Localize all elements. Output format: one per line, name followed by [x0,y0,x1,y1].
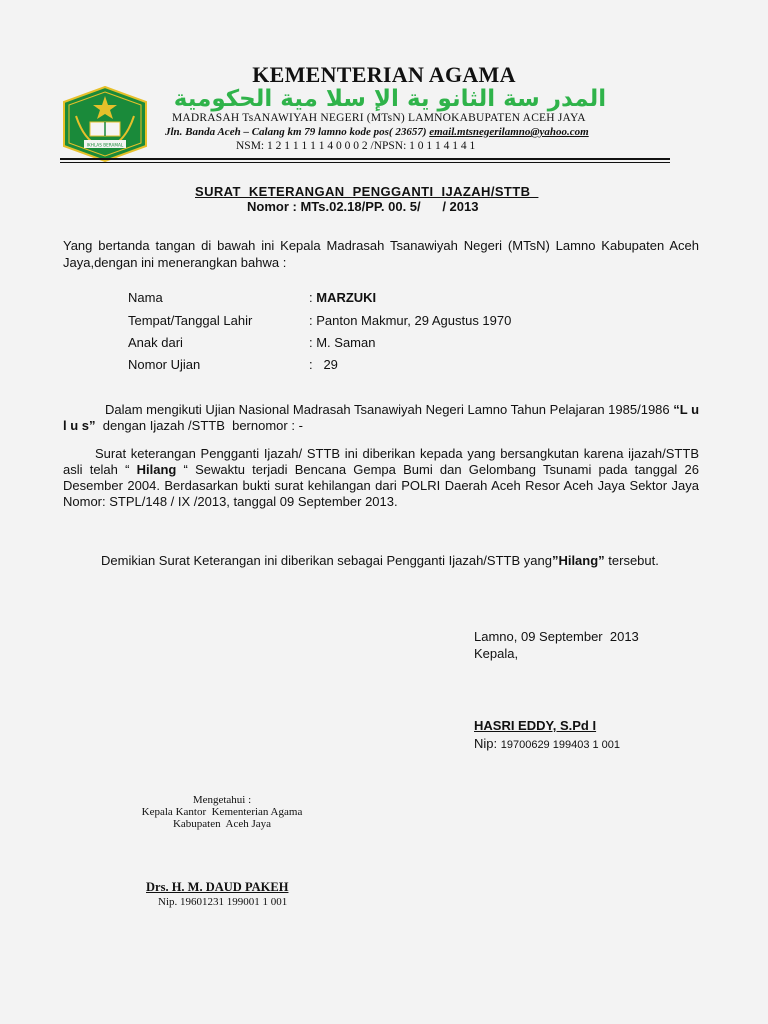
office-title: Kepala Kantor Kementerian Agama [141,806,303,818]
office-head-nip: Nip. 19601231 199001 1 001 [158,896,288,908]
ministry-title: KEMENTERIAN AGAMA [252,62,516,87]
graduation-status: “L u l u s” [63,402,700,433]
place-date: Lamno, 09 September 2013 [474,629,639,644]
nip-number: 19700629 199403 1 001 [500,739,621,751]
field-value-nama [309,290,376,305]
field-label-parent: Anak dari [128,335,183,350]
header-divider-thick [60,158,670,160]
acknowledged-label: Mengetahui : [192,794,252,806]
closing-paragraph [63,553,699,569]
field-label-nama: Nama [128,290,163,305]
graduation-paragraph [63,402,699,434]
address-text: Jln. Banda Aceh – Calang km 79 lamno kode pos( 23657) [165,126,427,138]
field-value-parent: : M. Saman [309,335,376,350]
closing-text-2: tersebut. [604,553,659,568]
field-label-ttl: Tempat/Tanggal Lahir [128,313,253,328]
regency-title: Kabupaten Aceh Jaya [172,818,272,830]
letter-number: Nomor : MTs.02.18/PP. 00. 5/ / 2013 [247,199,479,214]
reason-paragraph [63,446,699,510]
ministry-logo-icon [62,86,148,162]
office-head-name: Drs. H. M. DAUD PAKEH [146,880,289,894]
email-link[interactable]: email.mtsnegerilamno@yahoo.com [429,126,589,138]
letter-title: SURAT KETERANGAN PENGGANTI IJAZAH/STTB [195,184,539,199]
lost-status: Hilang [136,462,177,477]
field-value-ttl: : Panton Makmur, 29 Agustus 1970 [309,313,512,328]
signer-name: HASRI EDDY, S.Pd I [474,718,597,733]
address-line [165,126,589,138]
graduation-text-1: Dalam mengikuti Ujian Nasional Madrasah Tsanawiyah Negeri Lamno Tahun Pelajaran 1985/1986 [105,402,674,417]
header-divider-thin [60,162,670,163]
graduation-text-2: dengan Ijazah /STTB bernomor : - [95,418,303,433]
field-value-exam-number: : 29 [309,357,338,372]
svg-text:IKHLAS BERAMAL: IKHLAS BERAMAL [86,142,124,148]
nsm-npsn-line: NSM: 1 2 1 1 1 1 1 4 0 0 0 2 /NPSN: 1 0 1 1 4 1 4 1 [236,140,476,152]
school-name-line: MADRASAH TsANAWIYAH NEGERI (MTsN) LAMNOKABUPATEN ACEH JAYA [172,112,586,124]
closing-text-1: Demikian Surat Keterangan ini diberikan sebagai Pengganti Ijazah/STTB yang [101,553,552,568]
closing-lost-status: ”Hilang” [551,553,605,568]
signer-nip [474,736,620,751]
field-colon: : [309,290,317,305]
field-label-exam-number: Nomor Ujian [128,357,201,372]
student-name: MARZUKI [316,290,377,305]
arabic-school-name: المدر سة الثانو ية الإ سلا مية الحكومية [173,86,607,112]
nip-label: Nip: [474,736,501,751]
intro-paragraph: Yang bertanda tangan di bawah ini Kepala Madrasah Tsanawiyah Negeri (MTsN) Lamno Kabupaten Aceh Jaya,dengan ini menerangkan bahwa : [63,238,699,270]
reason-text-2: “ Sewaktu terjadi Bencana Gempa Bumi dan Gelombang Tsunami pada tanggal 26 Desember 2004. Berdasarkan bukti surat kehilangan dari POLRI Daerah Aceh Resor Aceh Jaya Sektor Jaya Nomor: STPL/148 / IX /2013, tanggal 09 September 2013. [63,462,699,509]
reason-text-1: Surat keterangan Pengganti Ijazah/ STTB ini diberikan kepada yang bersangkutan karena ijazah/STTB asli telah “ [63,446,699,477]
signer-role: Kepala, [474,646,519,661]
